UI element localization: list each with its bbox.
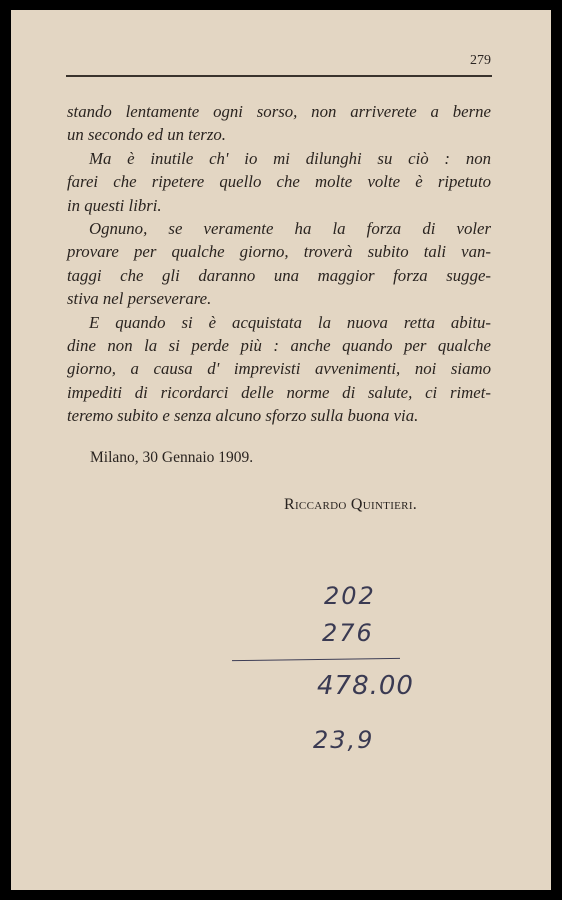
author-signature: Riccardo Quintieri.	[284, 496, 418, 513]
text-line: taggi che gli daranno una maggior forza sugge-	[67, 265, 491, 285]
text-line: farei che ripetere quello che molte volte è ripetuto	[67, 172, 491, 192]
text-line: in questi libri.	[67, 195, 162, 215]
handwritten-number: 276	[322, 619, 374, 647]
book-page	[11, 10, 551, 890]
dateline: Milano, 30 Gennaio 1909.	[90, 449, 254, 466]
text-line: stando lentamente ogni sorso, non arriverete a berne	[67, 102, 491, 121]
header-rule	[66, 75, 492, 77]
handwritten-sum-line	[232, 658, 400, 661]
handwritten-sum: 478.00	[317, 671, 414, 701]
handwritten-average: 23,9	[313, 726, 375, 754]
text-line: impediti di ricordarci delle norme di salute, ci rimet-	[67, 382, 491, 402]
text-line: stiva nel perseverare.	[67, 289, 212, 309]
text-line: Ma è inutile ch' io mi dilunghi su ciò : non	[89, 148, 491, 168]
text-line: teremo subito e senza alcuno sforzo sulla buona via.	[67, 406, 419, 426]
text-line: un secondo ed un terzo.	[67, 125, 226, 145]
text-line: provare per qualche giorno, troverà subito tali van-	[67, 242, 491, 262]
text-line: Ognuno, se veramente ha la forza di voler	[89, 219, 491, 239]
text-line: dine non la si perde più : anche quando per qualche	[67, 336, 491, 356]
page-number: 279	[470, 53, 491, 68]
text-line: E quando si è acquistata la nuova retta abitu-	[89, 312, 491, 332]
body-text	[67, 100, 491, 428]
text-line: giorno, a causa d' imprevisti avvenimenti, noi siamo	[67, 359, 491, 379]
handwritten-number: 202	[324, 582, 376, 610]
